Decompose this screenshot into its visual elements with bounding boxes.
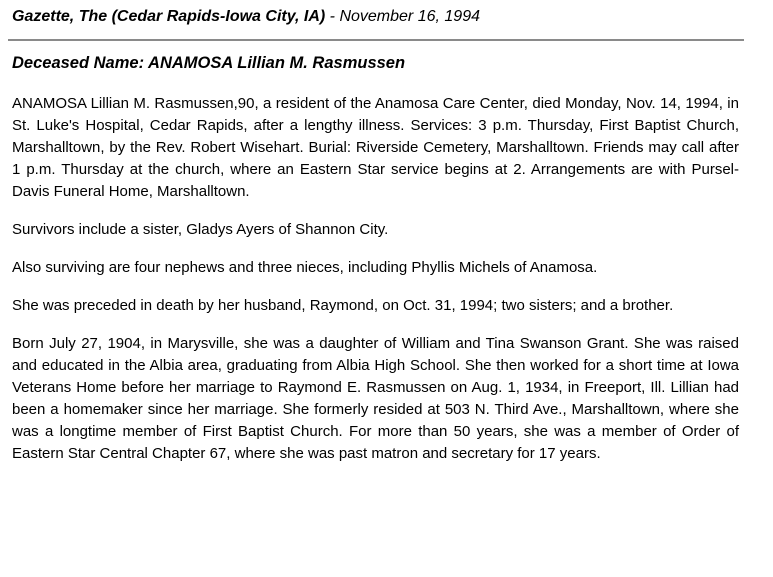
deceased-name-heading: Deceased Name: ANAMOSA Lillian M. Rasmussen: [12, 54, 406, 72]
publication-date: November 16, 1994: [339, 8, 480, 25]
obituary-paragraph: Born July 27, 1904, in Marysville, she was a daughter of William and Tina Swanson Grant. She was raised and educated in the Albia area, graduating from Albia High School. She then worked for a short time at Iowa Veterans Home before her marriage to Raymond E. Rasmussen on Aug. 1, 1934, in Freeport, Ill. Lillian had been a homemaker since her marriage. She formerly resided at 503 N. Third Ave., Marshalltown, where she was a longtime member of First Baptist Church. For more than 50 years, she was a member of Order of Eastern Star Central Chapter 67, where she was past matron and secretary for 17 years.: [12, 335, 739, 462]
obituary-paragraph: Survivors include a sister, Gladys Ayers of Shannon City.: [12, 221, 389, 238]
obituary-paragraph: Also surviving are four nephews and three nieces, including Phyllis Michels of Anamosa.: [12, 259, 598, 276]
header-divider: [8, 39, 744, 41]
article-header: [12, 8, 480, 26]
header-separator: -: [325, 8, 340, 25]
obituary-paragraph: She was preceded in death by her husband, Raymond, on Oct. 31, 1994; two sisters; and a brother.: [12, 297, 674, 314]
obituary-body: [12, 93, 739, 481]
obituary-paragraph: ANAMOSA Lillian M. Rasmussen,90, a resident of the Anamosa Care Center, died Monday, Nov. 14, 1994, in St. Luke's Hospital, Cedar Rapids, after a lengthy illness. Services: 3 p.m. Thursday, First Baptist Church, Marshalltown, by the Rev. Robert Wisehart. Burial: Riverside Cemetery, Marshalltown. Friends may call after 1 p.m. Thursday at the church, where an Eastern Star service begins at 2. Arrangements are with Pursel-Davis Funeral Home, Marshalltown.: [12, 95, 739, 200]
publication-name: Gazette, The (Cedar Rapids-Iowa City, IA): [12, 8, 326, 25]
